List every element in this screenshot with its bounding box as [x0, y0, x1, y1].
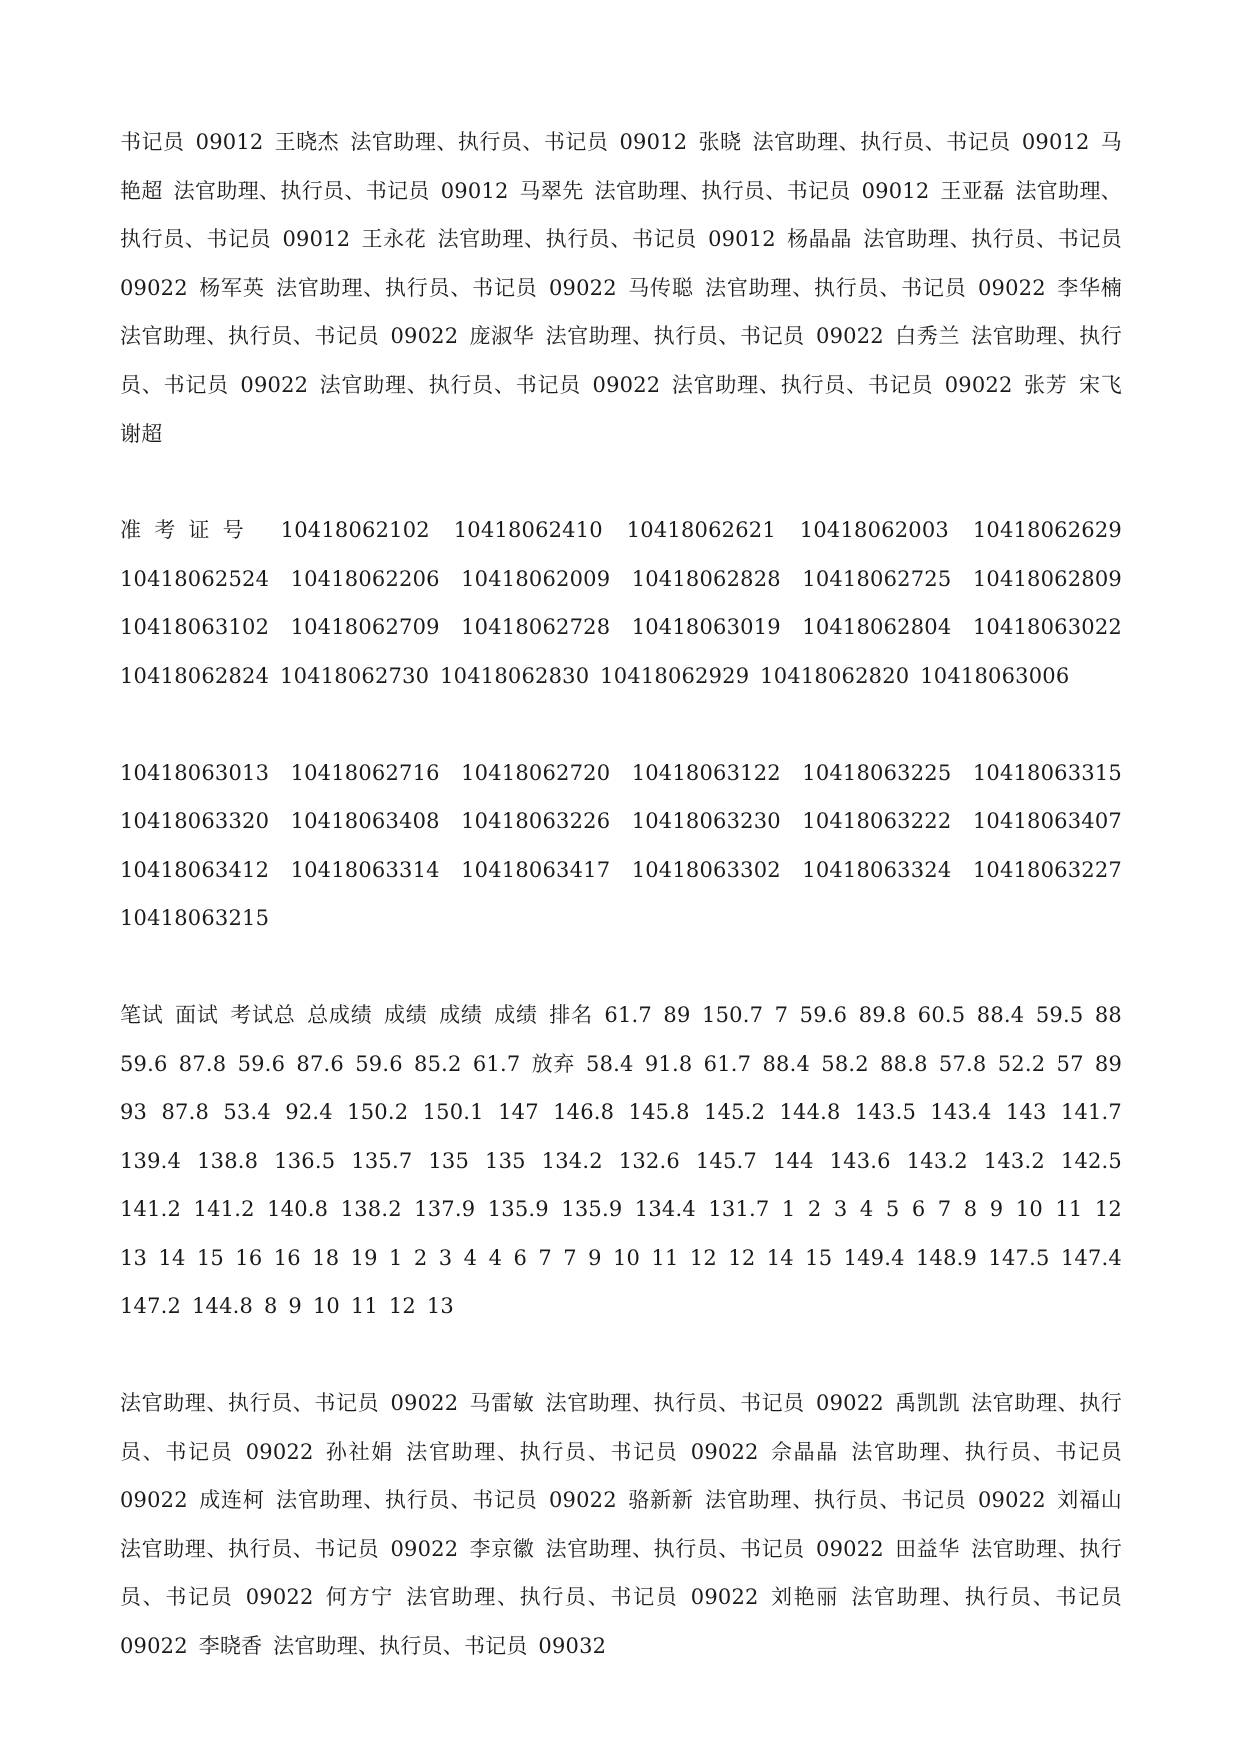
paragraph-spacer — [120, 943, 1122, 991]
paragraph-spacer — [120, 701, 1122, 749]
paragraph-staff-list-2: 法官助理、执行员、书记员 09022 马雷敏 法官助理、执行员、书记员 09022 禹凯凯 法官助理、执行员、书记员 09022 孙社娟 法官助理、执行员、书记员 09022 佘晶晶 法官助理、执行员、书记员 09022 成连柯 法官助理、执行员、书记员 09022 骆新新 法官助理、执行员、书记员 09022 刘福山 法官助理、执行员、书记员 09022 李京徽 法官助理、执行员、书记员 09022 田益华 法官助理、执行员、书记员 09022 何方宁 法官助理、执行员、书记员 09022 刘艳丽 法官助理、执行员、书记员 09022 李晓香 法官助理、执行员、书记员 09032 — [120, 1391, 1122, 1659]
document-page — [120, 118, 1122, 1671]
paragraph-exam-ids-2: 10418063013 10418062716 10418062720 10418063122 10418063225 10418063315 10418063320 10418063408 10418063226 10418063230 10418063222 10418063407 10418063412 10418063314 10418063417 10418063302 10418063324 10418063227 10418063215 — [120, 760, 1122, 931]
paragraph-scores: 笔试 面试 考试总 总成绩 成绩 成绩 成绩 排名 61.7 89 150.7 7 59.6 89.8 60.5 88.4 59.5 88 59.6 87.8 59.6 87.6 59.6 85.2 61.7 放弃 58.4 91.8 61.7 88.4 58.2 88.8 57.8 52.2 57 89 93 87.8 53.4 92.4 150.2 150.1 147 146.8 145.8 145.2 144.8 143.5 143.4 143 141.7 139.4 138.8 136.5 135.7 135 135 134.2 132.6 145.7 144 143.6 143.2 143.2 142.5 141.2 141.2 140.8 138.2 137.9 135.9 135.9 134.4 131.7 1 2 3 4 5 6 7 8 9 10 11 12 13 14 15 16 16 18 19 1 2 3 4 4 6 7 7 9 10 11 12 12 14 15 149.4 148.9 147.5 147.4 147.2 144.8 8 9 10 11 12 13 — [120, 1002, 1122, 1319]
paragraph-staff-list-1: 书记员 09012 王晓杰 法官助理、执行员、书记员 09012 张晓 法官助理、执行员、书记员 09012 马艳超 法官助理、执行员、书记员 09012 马翠先 法官助理、执行员、书记员 09012 王亚磊 法官助理、执行员、书记员 09012 王永花 法官助理、执行员、书记员 09012 杨晶晶 法官助理、执行员、书记员 09022 杨军英 法官助理、执行员、书记员 09022 马传聪 法官助理、执行员、书记员 09022 李华楠 法官助理、执行员、书记员 09022 庞淑华 法官助理、执行员、书记员 09022 白秀兰 法官助理、执行员、书记员 09022 法官助理、执行员、书记员 09022 法官助理、执行员、书记员 09022 张芳 宋飞 谢超 — [120, 130, 1122, 446]
paragraph-exam-ids-1: 准考证号 10418062102 10418062410 10418062621 10418062003 10418062629 10418062524 10418062206 10418062009 10418062828 10418062725 10418062809 10418063102 10418062709 10418062728 10418063019 10418062804 10418063022 10418062824 10418062730 10418062830 10418062929 10418062820 10418063006 — [120, 518, 1122, 688]
paragraph-spacer — [120, 458, 1122, 506]
paragraph-spacer — [120, 1331, 1122, 1379]
